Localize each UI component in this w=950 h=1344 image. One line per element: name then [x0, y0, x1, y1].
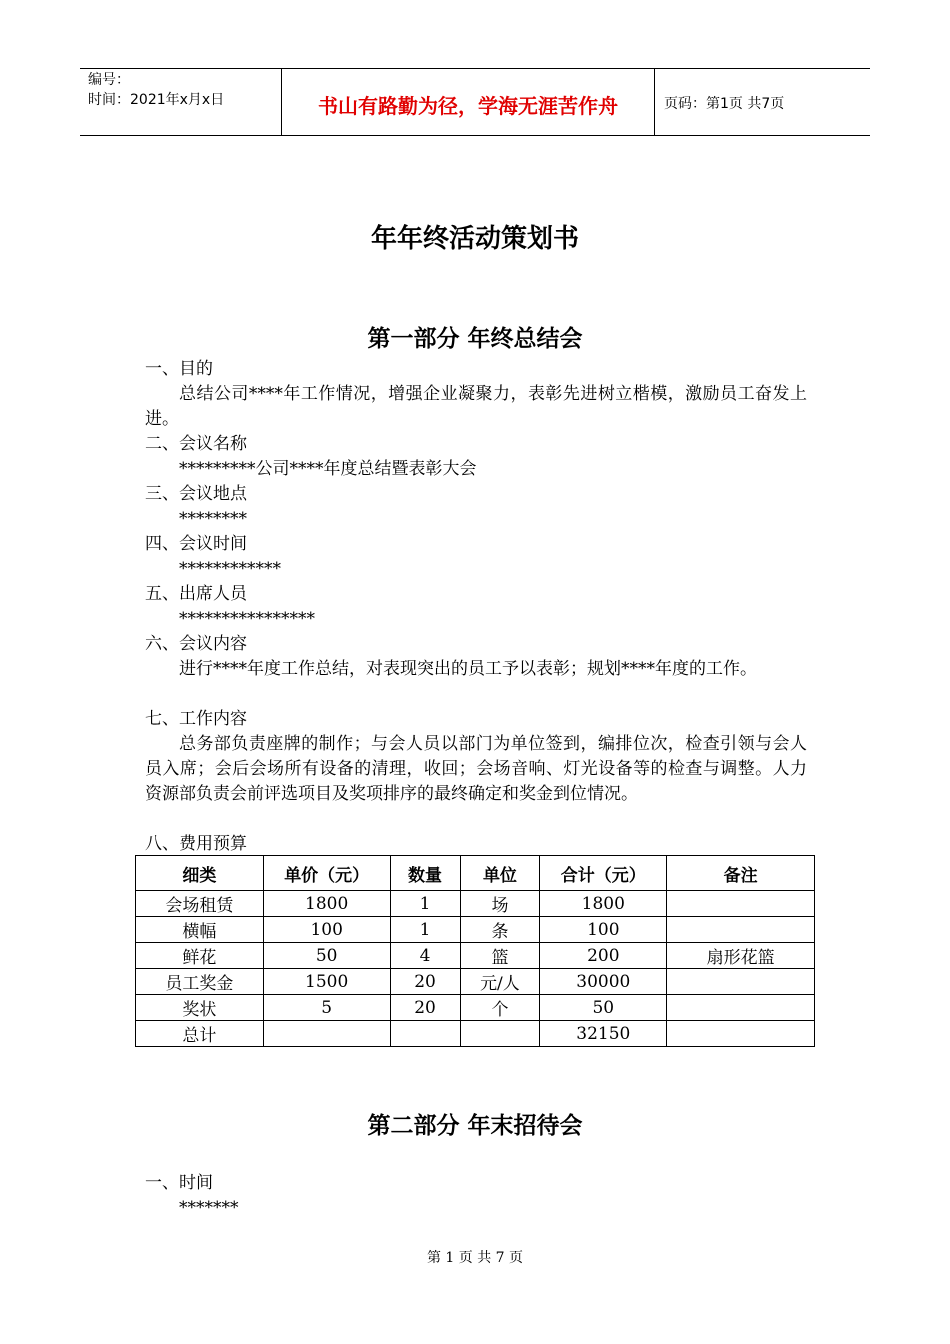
header-time: 时间：2021年x月x日 [88, 92, 225, 108]
table-cell [667, 1021, 815, 1047]
table-cell: 50 [540, 995, 667, 1021]
section-body: ******** [179, 509, 247, 529]
table-cell: 200 [540, 943, 667, 969]
part2-title: 第二部分 年末招待会 [367, 1113, 583, 1139]
table-cell: 100 [540, 917, 667, 943]
header-motto: 书山有路勤为径，学海无涯苦作舟 [318, 94, 618, 118]
table-cell: 50 [263, 943, 390, 969]
column-header: 单价（元） [263, 856, 390, 891]
section-body: **************** [179, 609, 315, 629]
table-cell: 20 [390, 995, 460, 1021]
header-page-number: 页码：第1页 共7页 [664, 96, 785, 112]
table-row [136, 969, 815, 995]
table-cell: 20 [390, 969, 460, 995]
header-divider [281, 68, 282, 135]
table-total-row [136, 1021, 815, 1047]
section-heading: 三、会议地点 [145, 484, 247, 504]
table-cell [667, 969, 815, 995]
table-row [136, 943, 815, 969]
table-cell: 鲜花 [136, 943, 264, 969]
table-cell [263, 1021, 390, 1047]
table-cell: 总计 [136, 1021, 264, 1047]
header-divider [654, 68, 655, 135]
table-cell: 横幅 [136, 917, 264, 943]
section-heading: 二、会议名称 [145, 434, 247, 454]
table-cell: 扇形花篮 [667, 943, 815, 969]
table-cell [667, 891, 815, 917]
table-row [136, 917, 815, 943]
document-title: 年年终活动策划书 [370, 224, 579, 254]
section-heading: 一、时间 [145, 1173, 213, 1193]
table-cell: 场 [460, 891, 540, 917]
table-cell: 个 [460, 995, 540, 1021]
part1-title: 第一部分 年终总结会 [367, 326, 583, 352]
section-body: *********公司****年度总结暨表彰大会 [179, 459, 477, 479]
column-header: 备注 [667, 856, 815, 891]
table-cell [667, 917, 815, 943]
table-cell: 会场租赁 [136, 891, 264, 917]
table-cell: 1 [390, 891, 460, 917]
table-cell: 100 [263, 917, 390, 943]
table-cell [460, 1021, 540, 1047]
section-body: 进行****年度工作总结，对表现突出的员工予以表彰；规划****年度的工作。 [179, 659, 757, 679]
section-body: 总务部负责座牌的制作；与会人员以部门为单位签到，编排位次，检查引领与会人员入席；会后会场所有设备的清理，收回；会场音响、灯光设备等的检查与调整。人力资源部负责会前评选项目及奖项排序的最终确定和奖金到位情况。 [145, 734, 807, 804]
table-cell: 篮 [460, 943, 540, 969]
budget-table [135, 855, 815, 1047]
table-row [136, 995, 815, 1021]
table-cell: 1800 [263, 891, 390, 917]
section-body: ************ [179, 559, 281, 579]
header-number: 编号： [88, 72, 130, 88]
table-cell: 元/人 [460, 969, 540, 995]
table-cell: 条 [460, 917, 540, 943]
table-cell: 1 [390, 917, 460, 943]
table-cell: 1500 [263, 969, 390, 995]
page-footer: 第 1 页 共 7 页 [426, 1250, 524, 1266]
section-heading: 七、工作内容 [145, 709, 247, 729]
section-body: ******* [179, 1198, 239, 1218]
section-heading: 一、目的 [145, 359, 213, 379]
column-header: 合计（元） [540, 856, 667, 891]
table-row [136, 891, 815, 917]
section-heading: 五、出席人员 [145, 584, 247, 604]
section-heading: 八、费用预算 [145, 834, 247, 854]
section-heading: 六、会议内容 [145, 634, 247, 654]
header-top-rule [80, 68, 870, 69]
column-header: 单位 [460, 856, 540, 891]
table-cell: 奖状 [136, 995, 264, 1021]
header-bottom-rule [80, 135, 870, 136]
table-cell: 5 [263, 995, 390, 1021]
column-header: 数量 [390, 856, 460, 891]
table-cell: 员工奖金 [136, 969, 264, 995]
table-cell: 4 [390, 943, 460, 969]
section-heading: 四、会议时间 [145, 534, 247, 554]
table-cell [390, 1021, 460, 1047]
table-cell: 32150 [540, 1021, 667, 1047]
section-body: 总结公司****年工作情况，增强企业凝聚力，表彰先进树立楷模，激励员工奋发上进。 [145, 384, 807, 429]
column-header: 细类 [136, 856, 264, 891]
header-meta [88, 70, 224, 110]
table-cell: 1800 [540, 891, 667, 917]
table-cell: 30000 [540, 969, 667, 995]
table-header-row [136, 856, 815, 891]
table-cell [667, 995, 815, 1021]
